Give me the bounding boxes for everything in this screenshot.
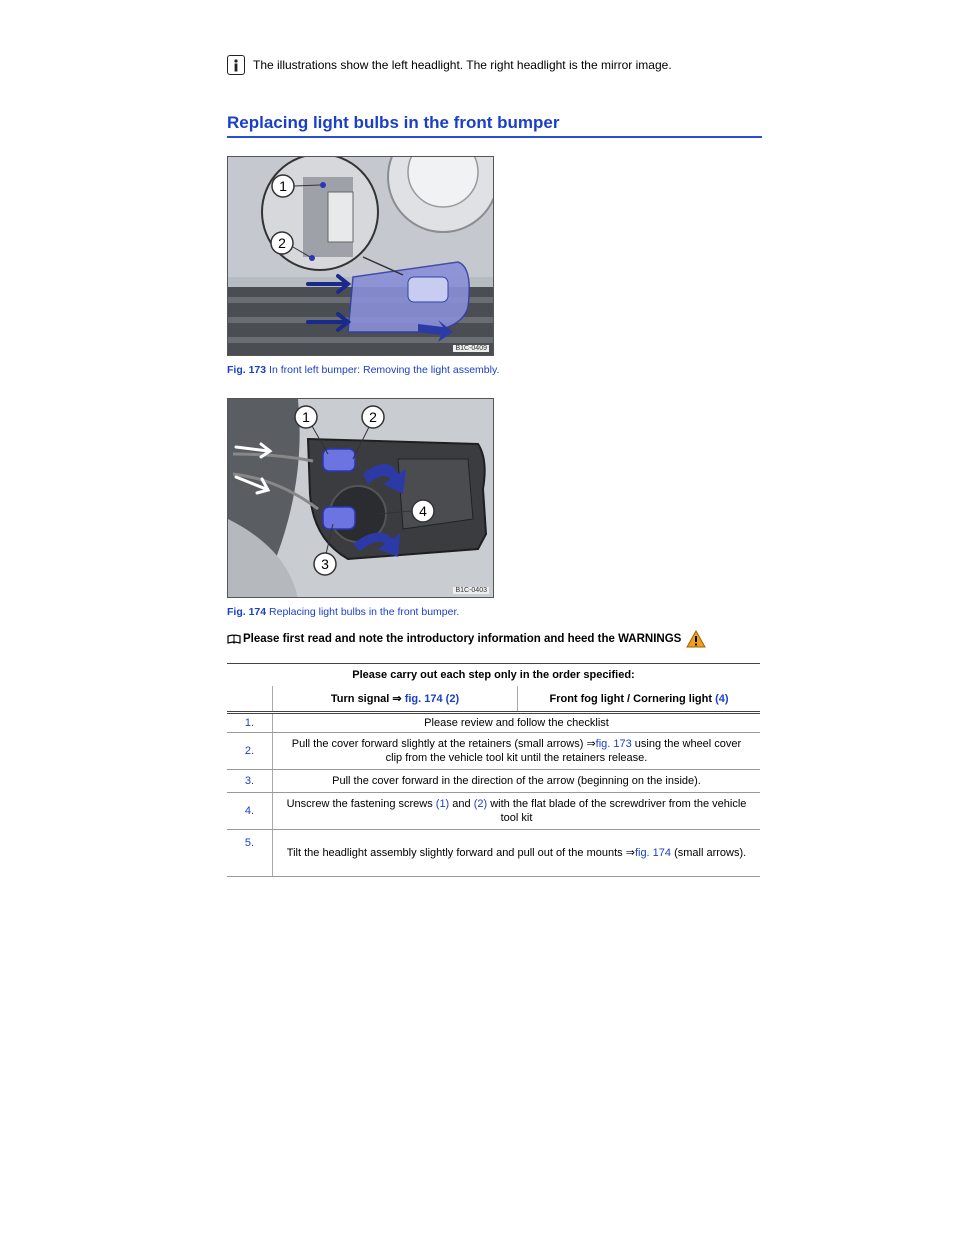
col-fog-light [518,686,761,713]
info-icon [227,55,245,75]
svg-text:2: 2 [369,409,377,425]
figure-173-caption [227,364,499,376]
figure-174-image [227,398,494,598]
step-number: 2. [227,733,273,770]
link-item-4[interactable]: (4) [715,692,729,705]
col-fog-light-label: Front fog light / Cornering light [549,692,712,705]
col-turn-signal [273,686,518,713]
figure-173-image [227,156,494,356]
caption-label: Fig. 174 [227,606,267,618]
callout-3 [314,553,336,575]
step-text [273,733,761,770]
info-note [227,54,767,76]
callout-1 [272,175,294,197]
step-text-part: Pull the cover forward slightly at the retainers (small arrows) ⇒ [291,738,596,750]
step-text [273,713,761,733]
callout-2 [271,232,293,254]
caption-text: Replacing light bulbs in the front bumper. [269,606,460,618]
callout-1 [295,406,317,428]
figure-code: B1C-0403 [455,587,487,594]
intro-text: Please first read and note the introductory information and heed the WARNINGS [243,633,682,645]
table-header: Please carry out each step only in the order specified: [227,664,760,687]
step-text [273,770,761,793]
step-text [273,793,761,830]
svg-text:3: 3 [321,556,329,572]
book-icon [227,634,241,644]
step-text-part: using the wheel cover clip from the vehicle tool kit until the retainers release. [385,738,742,764]
step-number: 5. [227,830,273,877]
caption-text: In front left bumper: Removing the light assembly. [269,364,500,376]
svg-text:1: 1 [279,178,287,194]
step-number: 3. [227,770,273,793]
svg-text:2: 2 [278,235,286,251]
step-link[interactable]: (2) [473,798,488,810]
callout-2 [362,406,384,428]
table-row [227,733,760,770]
table-row [227,793,760,830]
col-turn-signal-label: Turn signal ⇒ [330,693,402,705]
svg-text:1: 1 [302,409,310,425]
steps-table [227,663,760,877]
step-number: 1. [227,713,273,733]
caption-label: Fig. 173 [227,364,267,376]
figure-174-caption [227,606,459,618]
step-text-part: and [449,798,474,810]
step-text-part: (small arrows). [671,847,747,859]
table-header-blank [227,686,273,713]
step-link[interactable]: fig. 173 [595,738,632,750]
step-link[interactable]: (1) [435,798,450,810]
intro-line [227,630,706,648]
step-text-part: with the flat blade of the screwdriver from the vehicle tool kit [487,798,747,824]
step-text [273,830,761,877]
step-text-part: Pull the cover forward in the direction of the arrow (beginning on the inside). [332,775,701,787]
table-row [227,830,760,877]
table-row [227,770,760,793]
svg-text:4: 4 [419,503,427,519]
step-link[interactable]: fig. 174 [634,847,672,859]
section-title: Replacing light bulbs in the front bumper [227,113,762,138]
figure-code: B1C-0409 [455,345,487,352]
step-text-part: Unscrew the fastening screws [286,798,436,810]
table-row [227,713,760,733]
callout-4 [412,500,434,522]
warning-icon [686,630,706,648]
step-text-part: Please review and follow the checklist [424,717,609,729]
step-text-part: Tilt the headlight assembly slightly forward and pull out of the mounts ⇒ [286,847,635,859]
link-fig-174-2[interactable]: fig. 174 (2) [404,693,460,705]
step-number: 4. [227,793,273,830]
info-note-text: The illustrations show the left headlight. The right headlight is the mirror image. [253,58,672,72]
